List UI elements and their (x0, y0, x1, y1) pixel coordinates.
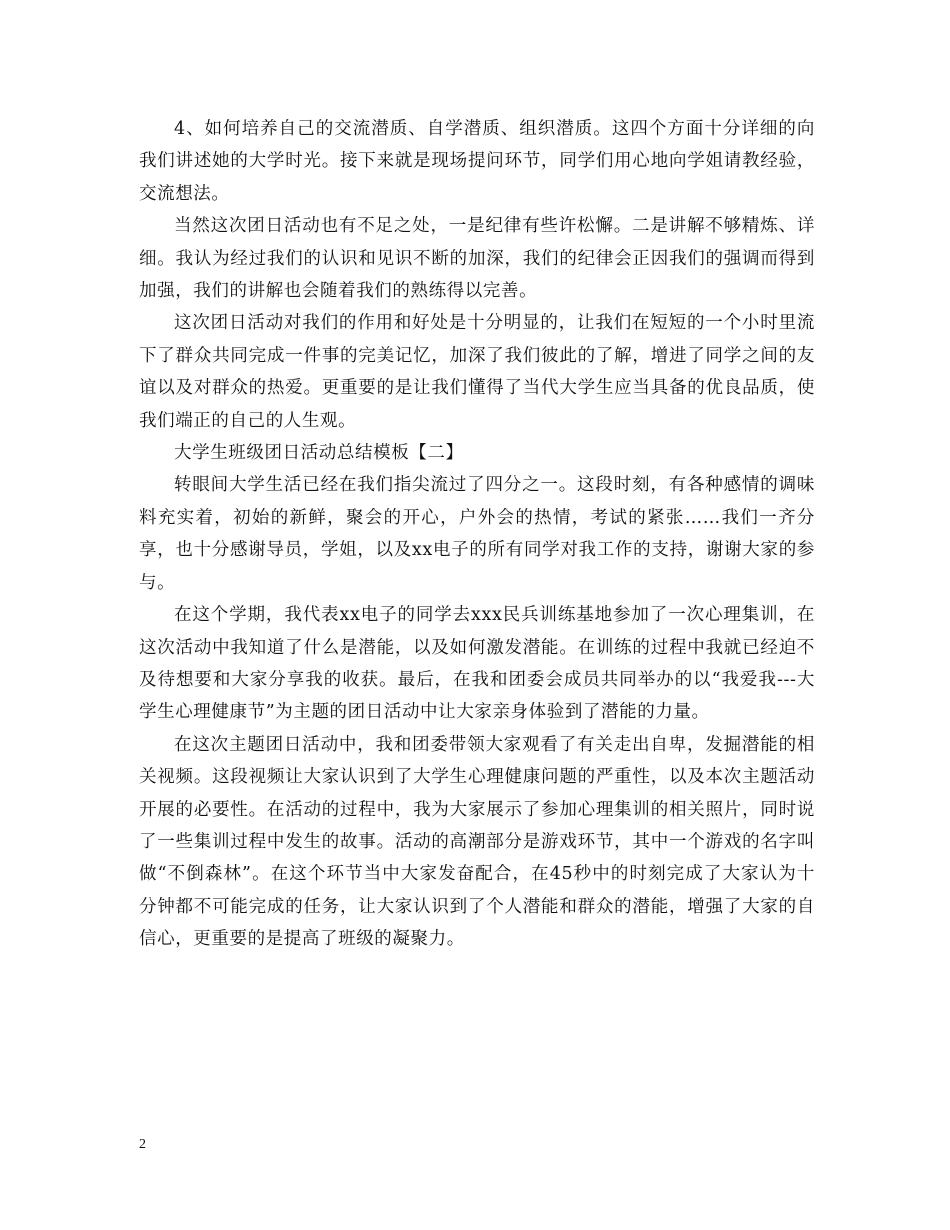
section-heading: 大学生班级团日活动总结模板【二】 (174, 443, 464, 464)
page-number: 2 (139, 1137, 146, 1152)
paragraph-6: 在这个学期，我代表xx电子的同学去xxx民兵训练基地参加了一次心理集训，在这次活动中我知道了什么是潜能，以及如何激发潜能。在训练的过程中我就已经迫不及待想要和大家分享我的收获。最后，在我和团委会成员共同举办的以“我爱我---大学生心理健康节”为主题的团日活动中让大家亲身体验到了潜能的力量。 (139, 605, 815, 723)
document-body (139, 113, 815, 956)
paragraph-5: 转眼间大学生活已经在我们指尖流过了四分之一。这段时刻，有各种感情的调味料充实着，初始的新鲜，聚会的开心，户外会的热情，考试的紧张……我们一齐分享，也十分感谢导员，学姐，以及xx电子的所有同学对我工作的支持，谢谢大家的参与。 (139, 475, 815, 593)
paragraph-2: 当然这次团日活动也有不足之处，一是纪律有些许松懈。二是讲解不够精炼、详细。我认为经过我们的认识和见识不断的加深，我们的纪律会正因我们的强调而得到加强，我们的讲解也会随着我们的熟练得以完善。 (139, 216, 815, 302)
paragraph-1: 4、如何培养自己的交流潜质、自学潜质、组织潜质。这四个方面十分详细的向我们讲述她的大学时光。接下来就是现场提问环节，同学们用心地向学姐请教经验，交流想法。 (139, 119, 815, 204)
paragraph-7: 在这次主题团日活动中，我和团委带领大家观看了有关走出自卑，发掘潜能的相关视频。这段视频让大家认识到了大学生心理健康问题的严重性，以及本次主题活动开展的必要性。在活动的过程中，我为大家展示了参加心理集训的相关照片，同时说了一些集训过程中发生的故事。活动的高潮部分是游戏环节，其中一个游戏的名字叫做“不倒森林”。在这个环节当中大家发奋配合，在45秒中的时刻完成了大家认为十分钟都不可能完成的任务，让大家认识到了个人潜能和群众的潜能，增强了大家的自信心，更重要的是提高了班级的凝聚力。 (139, 734, 815, 950)
paragraph-3: 这次团日活动对我们的作用和好处是十分明显的，让我们在短短的一个小时里流下了群众共同完成一件事的完美记忆，加深了我们彼此的了解，增进了同学之间的友谊以及对群众的热爱。更重要的是让我们懂得了当代大学生应当具备的优良品质，使我们端正的自己的人生观。 (139, 313, 815, 431)
